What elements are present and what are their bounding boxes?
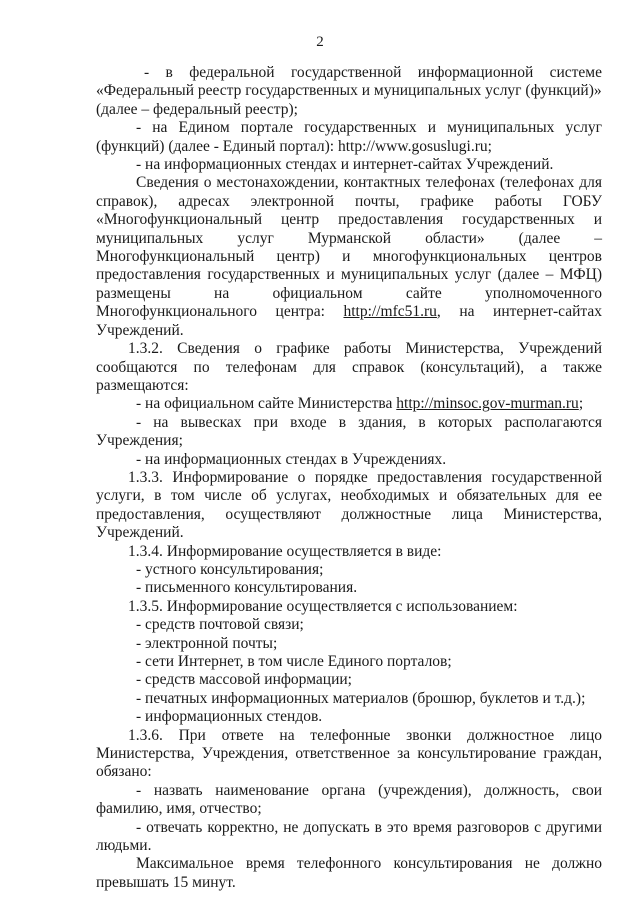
ministry-site-link[interactable]: http://minsoc.gov-murman.ru [396, 395, 579, 413]
paragraph-max-time: Максимальное время телефонного консультирования не должно превышать 15 минут. [96, 855, 602, 891]
list-item-oral: - устного консультирования; [136, 560, 324, 578]
paragraph-unified-portal-line2: (функций) (далее - Единый портал): http://www.gosuslugi.ru; [96, 137, 492, 155]
list-item-postal: - средств почтовой связи; [136, 616, 304, 634]
list-item-written: - письменного консультирования. [136, 579, 358, 597]
paragraph-ministry-tail: ; [578, 395, 584, 413]
paragraph-federal-registry-line1: - в федеральной государственной информационной системе [144, 64, 602, 81]
paragraph-ministry-text: - на официальном сайте Министерства [136, 395, 397, 413]
paragraph-federal-registry-line2: «Федеральный реестр государственных и муниципальных услуг (функций)» [96, 82, 602, 100]
paragraph-mfc-text: Сведения о местонахождении, контактных телефонах (телефонах для справок), адресах электронной почты, графике работы ГОБУ «Многофункциональный центр предоставления государственных и муниципальных услуг Мурманской области» (далее – Многофункциональный центр) и многофункциональных центров предоставления государственных и муниципальных услуг (далее – МФЦ) размещены на официальном сайте уполномоченного Многофункционального центра: [96, 174, 602, 321]
paragraph-info-stands: - на информационных стендах и интернет-сайтах Учреждений. [136, 156, 554, 174]
paragraph-1-3-3: 1.3.3. Информирование о порядке предоставления государственной услуги, в том числе об услугах, необходимых и обязательных для ее предоставления, осуществляют должностные лица Министерства, Учреждений. [96, 468, 602, 542]
list-item-respond: - отвечать корректно, не допускать в это время разговоров с другими людьми. [96, 818, 602, 855]
document-body [96, 64, 602, 892]
mfc-site-link[interactable]: http://mfc51.ru [343, 303, 437, 321]
paragraph-ministry-site [96, 395, 602, 413]
paragraph-unified-portal-line1: - на Едином портале государственных и муниципальных услуг [136, 119, 602, 137]
list-item-email: - электронной почты; [136, 634, 278, 652]
list-item-stands: - информационных стендов. [136, 708, 323, 726]
paragraph-1-3-4: 1.3.4. Информирование осуществляется в виде: [128, 542, 442, 560]
paragraph-1-3-2: 1.3.2. Сведения о графике работы Министерства, Учреждений сообщаются по телефонам для справок (консультаций), а также размещаются: [96, 340, 602, 394]
list-item-media: - средств массовой информации; [136, 671, 352, 689]
paragraph-1-3-6: 1.3.6. При ответе на телефонные звонки должностное лицо Министерства, Учреждения, ответственное за консультирование граждан, обязано: [96, 726, 602, 781]
page-number: 2 [316, 34, 324, 50]
list-item-printed: - печатных информационных материалов (брошюр, буклетов и т.д.); [136, 689, 586, 707]
list-item-internet: - сети Интернет, в том числе Единого порталов; [136, 653, 452, 670]
paragraph-signboards: - на вывесках при входе в здания, в которых располагаются Учреждения; [96, 413, 602, 450]
paragraph-mfc-info [96, 174, 602, 340]
paragraph-mfc-tail: , на интернет-сайтах Учреждений. [96, 303, 602, 339]
paragraph-stands-institutions: - на информационных стендах в Учреждениях. [136, 450, 447, 468]
paragraph-federal-registry-line3: (далее – федеральный реестр); [96, 100, 298, 118]
list-item-introduce: - назвать наименование органа (учреждения), должность, свои фамилию, имя, отчество; [96, 781, 602, 818]
paragraph-1-3-5: 1.3.5. Информирование осуществляется с использованием: [128, 597, 518, 615]
